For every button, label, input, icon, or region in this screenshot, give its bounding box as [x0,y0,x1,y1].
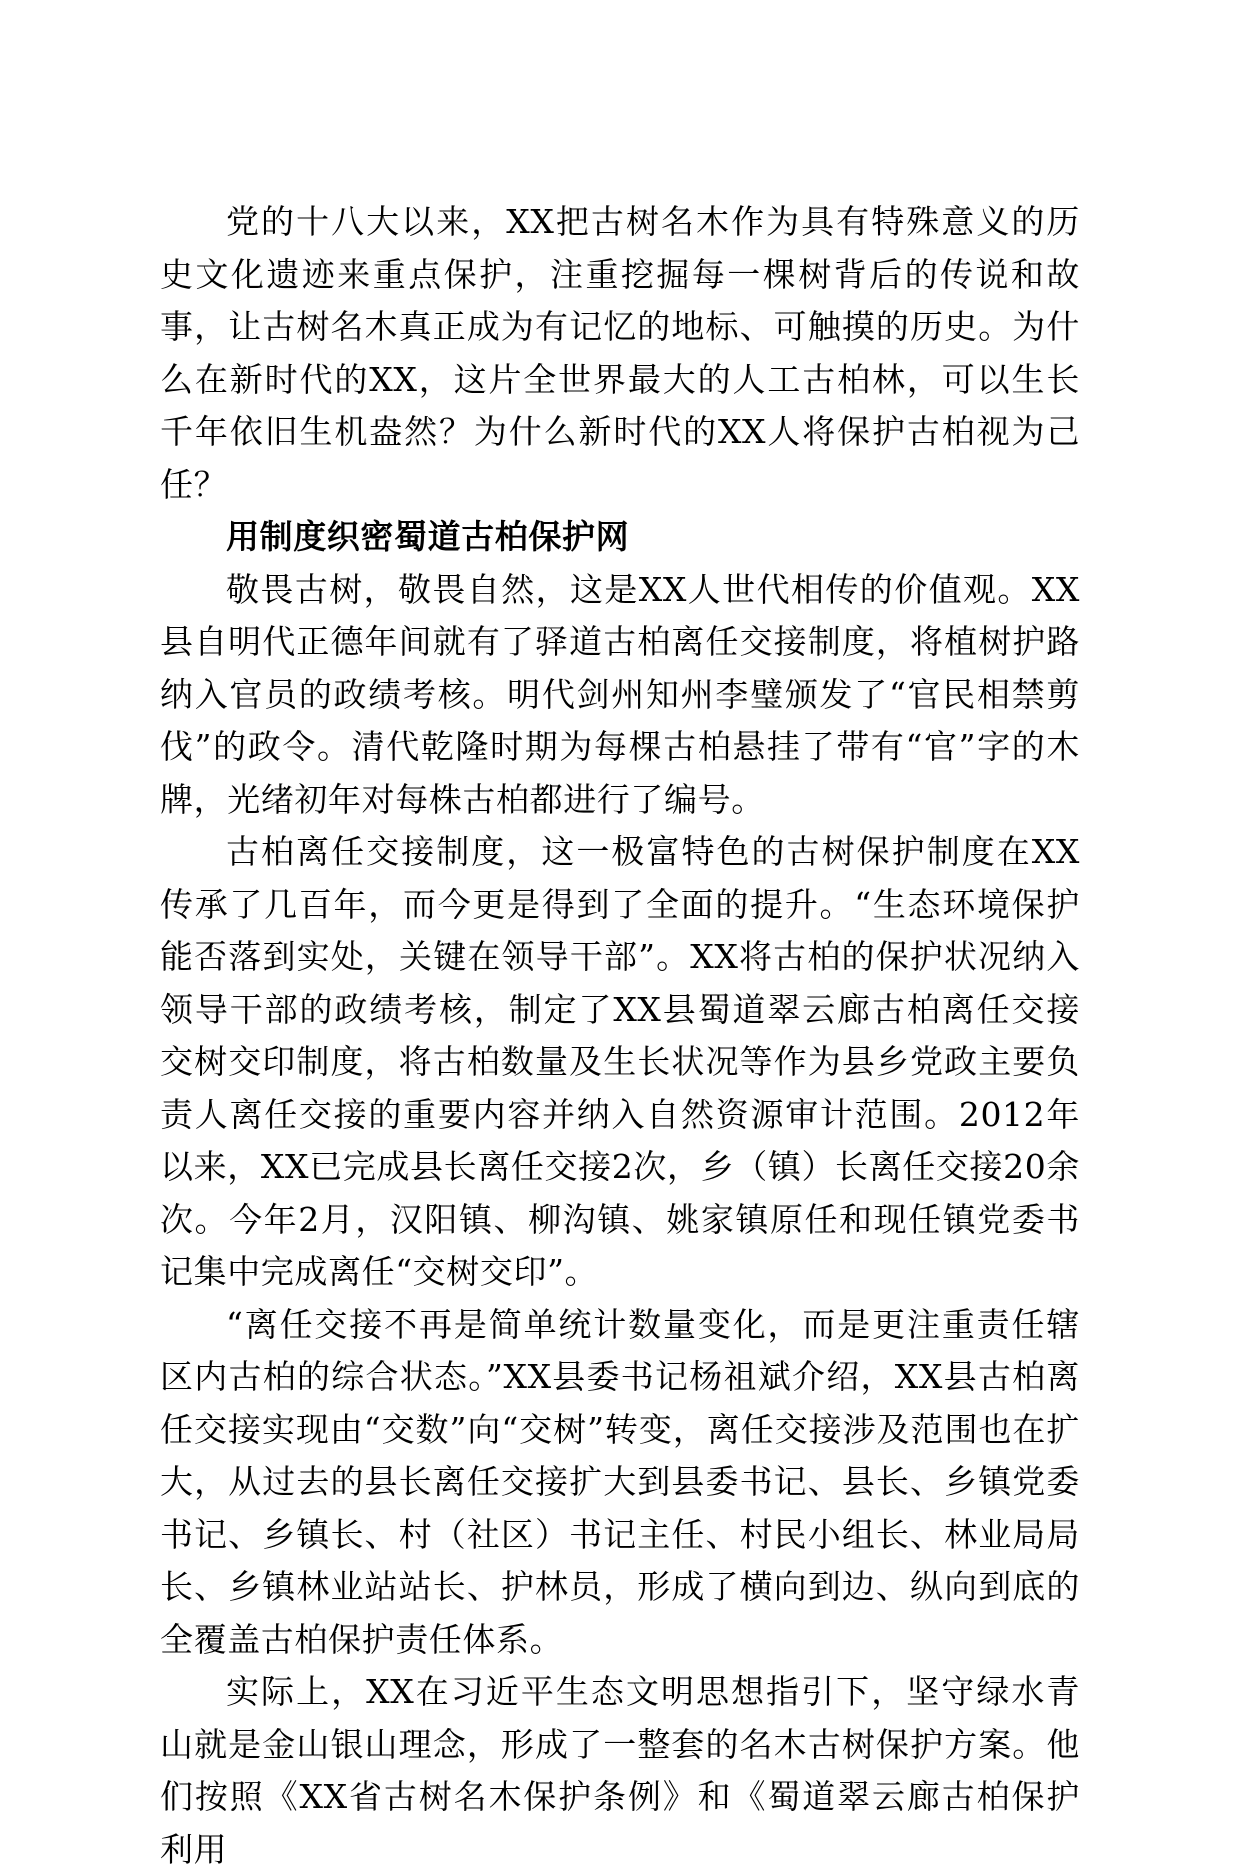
document-page [160,196,1080,1876]
intro-paragraph: 党的十八大以来，XX把古树名木作为具有特殊意义的历史文化遗迹来重点保护，注重挖掘每一棵树背后的传说和故事，让古树名木真正成为有记忆的地标、可触摸的历史。为什么在新时代的XX，这片全世界最大的人工古柏林，可以生长千年依旧生机盎然？为什么新时代的XX人将保护古柏视为己任？ [160,202,1080,504]
paragraph-history: 敬畏古树，敬畏自然，这是XX人世代相传的价值观。XX县自明代正德年间就有了驿道古柏离任交接制度，将植树护路纳入官员的政绩考核。明代剑州知州李璧颁发了“官民相禁剪伐”的政令。清代乾隆时期为每棵古柏悬挂了带有“官”字的木牌，光绪初年对每株古柏都进行了编号。 [160,569,1080,819]
paragraph-protection-plan: 实际上，XX在习近平生态文明思想指引下，坚守绿水青山就是金山银山理念，形成了一整套的名木古树保护方案。他们按照《XX省古树名木保护条例》和《蜀道翠云廊古柏保护利用 [160,1672,1080,1869]
section-heading: 用制度织密蜀道古柏保护网 [226,517,630,556]
paragraph-handover-system: 古柏离任交接制度，这一极富特色的古树保护制度在XX传承了几百年，而今更是得到了全面的提升。“生态环境保护能否落到实处，关键在领导干部”。XX将古柏的保护状况纳入领导干部的政绩考核，制定了XX县蜀道翠云廊古柏离任交接交树交印制度，将古柏数量及生长状况等作为县乡党政主要负责人离任交接的重要内容并纳入自然资源审计范围。2012年以来，XX已完成县长离任交接2次，乡（镇）长离任交接20余次。今年2月，汉阳镇、柳沟镇、姚家镇原任和现任镇党委书记集中完成离任“交树交印”。 [160,832,1080,1291]
paragraph-secretary-quote: “离任交接不再是简单统计数量变化，而是更注重责任辖区内古柏的综合状态。”XX县委书记杨祖斌介绍，XX县古柏离任交接实现由“交数”向“交树”转变，离任交接涉及范围也在扩大，从过去的县长离任交接扩大到县委书记、县长、乡镇党委书记、乡镇长、村（社区）书记主任、村民小组长、林业局局长、乡镇林业站站长、护林员，形成了横向到边、纵向到底的全覆盖古柏保护责任体系。 [160,1304,1080,1659]
